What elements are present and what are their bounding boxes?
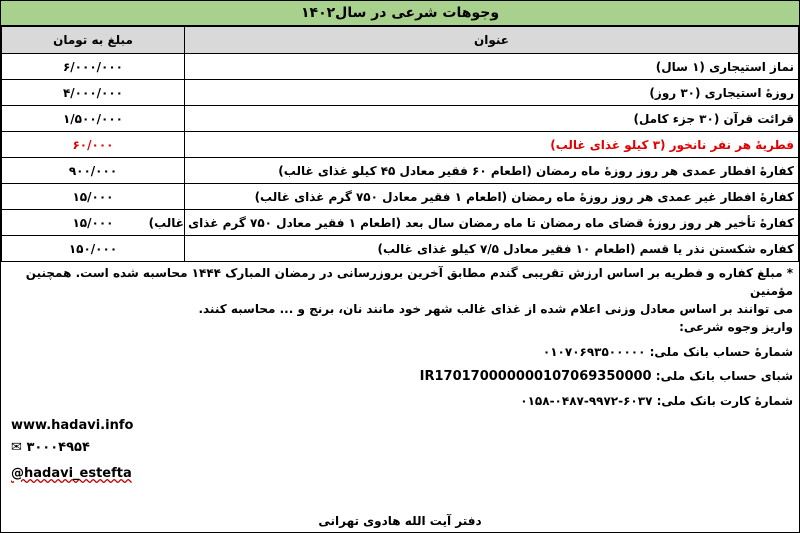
row-desc: قرائت قرآن (۳۰ جزء کامل) <box>185 106 799 132</box>
card-label: شمارهٔ کارت بانک ملی: <box>656 394 793 408</box>
signature: دفتر آیت الله هادوی تهرانی <box>318 514 482 528</box>
card-line <box>7 389 793 413</box>
sms-number: ۳۰۰۰۴۹۵۴ <box>26 440 90 455</box>
note-line: * مبلغ کفاره و فطریه بر اساس ارزش تقریبی گندم مطابق آخرین بروزرسانی در رمضان المبارک ۱۴۴۴ محاسبه شده است. همچنین مؤمنین <box>25 266 793 298</box>
note-line: می توانند بر اساس معادل وزنی اعلام شده از غذای غالب شهر خود مانند نان، برنج و ... محاسبه کنند. <box>198 302 793 316</box>
envelope-icon: ✉ <box>11 440 22 455</box>
row-amount: ۱۵۰/۰۰۰ <box>2 236 185 262</box>
card-number: ۶۰۳۷-۹۹۷۲-۰۴۸۷-۰۱۵۸ <box>520 394 653 408</box>
row-desc: کفاره شکستن نذر یا قسم (اطعام ۱۰ فقیر معادل ۷/۵ کیلو غذای غالب) <box>185 236 799 262</box>
website-link[interactable]: www.hadavi.info <box>11 418 134 433</box>
row-amount: ۶۰/۰۰۰ <box>2 132 185 158</box>
social-handle[interactable]: @hadavi_estefta <box>11 466 132 481</box>
row-amount: ۱۵/۰۰۰ <box>2 184 185 210</box>
table-row <box>2 210 799 236</box>
row-amount: ۱۵/۰۰۰ <box>2 210 185 236</box>
col-amount-header: مبلغ به تومان <box>2 27 185 54</box>
row-amount: ۹۰۰/۰۰۰ <box>2 158 185 184</box>
table-row-highlight <box>2 132 799 158</box>
account-line <box>7 340 793 364</box>
table-header-row <box>2 27 799 54</box>
table-row <box>2 106 799 132</box>
iban-number: IR170170000000107069350000 <box>419 369 652 384</box>
table-row <box>2 54 799 80</box>
row-desc: کفارهٔ افطار غیر عمدی هر روز روزهٔ ماه رمضان (اطعام ۱ فقیر معادل ۷۵۰ گرم غذای غالب) <box>185 184 799 210</box>
bank-details <box>7 340 793 413</box>
notes-section <box>1 262 799 415</box>
row-desc: کفارهٔ افطار عمدی هر روز روزهٔ ماه رمضان (اطعام ۶۰ فقیر معادل ۴۵ کیلو غذای غالب) <box>185 158 799 184</box>
sms-line <box>11 437 799 459</box>
row-amount: ۱/۵۰۰/۰۰۰ <box>2 106 185 132</box>
table-row <box>2 184 799 210</box>
table-row <box>2 236 799 262</box>
fees-table <box>1 26 799 262</box>
iban-line <box>7 364 793 389</box>
page-title: وجوهات شرعی در سال۱۴۰۲ <box>1 1 799 26</box>
iban-label: شبای حساب بانک ملی: <box>655 369 793 383</box>
account-number: ۰۱۰۷۰۶۹۳۵۰۰۰۰۰ <box>542 345 646 359</box>
contact-section <box>1 415 799 485</box>
row-desc: روزهٔ استیجاری (۳۰ روز) <box>185 80 799 106</box>
account-label: شمارهٔ حساب بانک ملی: <box>649 345 793 359</box>
col-desc-header: عنوان <box>185 27 799 54</box>
row-desc: کفارهٔ تأخیر هر روز روزهٔ قضای ماه رمضان تا ماه رمضان سال بعد (اطعام ۱ فقیر معادل ۷۵۰ گرم غذای غالب) <box>185 210 799 236</box>
row-amount: ۶/۰۰۰/۰۰۰ <box>2 54 185 80</box>
row-amount: ۴/۰۰۰/۰۰۰ <box>2 80 185 106</box>
row-desc: نماز استیجاری (۱ سال) <box>185 54 799 80</box>
row-desc: فطریهٔ هر نفر نانخور (۳ کیلو غذای غالب) <box>185 132 799 158</box>
table-row <box>2 80 799 106</box>
deposit-heading: واریز وجوه شرعی: <box>679 320 793 334</box>
table-row <box>2 158 799 184</box>
